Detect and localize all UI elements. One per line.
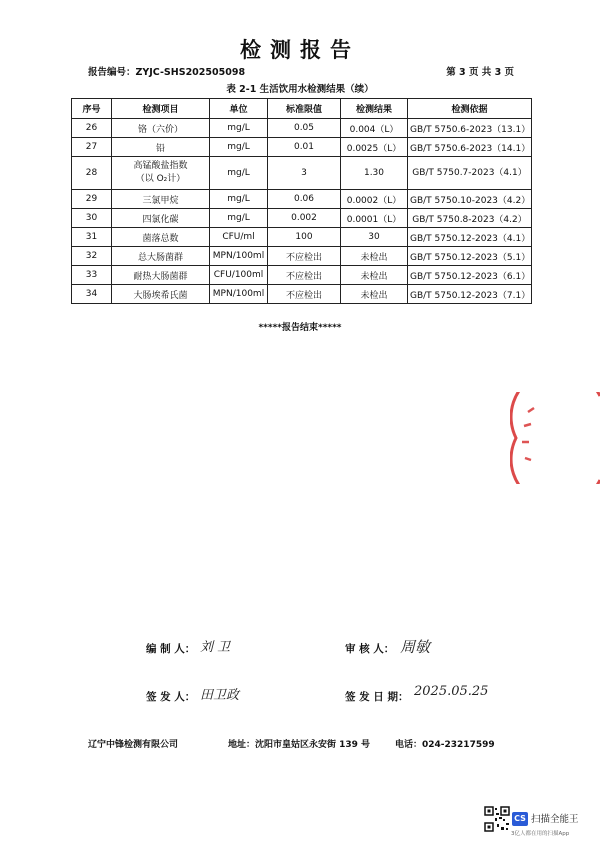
cell-unit: CFU/ml: [210, 228, 268, 247]
cell-item: [112, 157, 210, 190]
table-row: [72, 190, 532, 209]
qr-code-icon: [484, 806, 510, 832]
cell-limit: 3: [268, 157, 341, 190]
issue-date-label: 签 发 日 期：: [345, 691, 409, 703]
cell-limit: 0.05: [268, 119, 341, 138]
cell-no: 29: [72, 190, 112, 209]
scanner-app-name: 扫描全能王: [531, 814, 579, 825]
cell-no: 32: [72, 247, 112, 266]
cell-item-line1: 高锰酸盐指数: [133, 161, 188, 171]
col-header-no: 序号: [72, 99, 112, 119]
cell-unit: MPN/100ml: [210, 247, 268, 266]
results-table: [71, 98, 532, 304]
table-row: [72, 138, 532, 157]
cell-basis: GB/T 5750.8-2023（4.2）: [408, 209, 532, 228]
cell-result: 未检出: [341, 247, 408, 266]
compiler-signature: 刘 卫: [200, 640, 231, 655]
reviewer-label: 审 核 人：: [345, 643, 395, 655]
cell-limit: 不应检出: [268, 247, 341, 266]
company-address: 地址：沈阳市皇姑区永安街 139 号: [228, 740, 371, 750]
cell-result: 0.0002（L）: [341, 190, 408, 209]
cell-no: 33: [72, 266, 112, 285]
cell-unit: mg/L: [210, 138, 268, 157]
company-name: 辽宁中锋检测有限公司: [88, 740, 179, 750]
col-header-basis: 检测依据: [408, 99, 532, 119]
cell-basis: GB/T 5750.12-2023（6.1）: [408, 266, 532, 285]
cell-no: 27: [72, 138, 112, 157]
table-row: [72, 228, 532, 247]
cell-result: 0.0025（L）: [341, 138, 408, 157]
cell-item: 三氯甲烷: [112, 190, 210, 209]
col-header-result: 检测结果: [341, 99, 408, 119]
company-phone: 电话：024-23217599: [395, 740, 495, 750]
cell-item: 四氯化碳: [112, 209, 210, 228]
col-header-limit: 标准限值: [268, 99, 341, 119]
table-row: [72, 157, 532, 190]
cell-basis: GB/T 5750.12-2023（5.1）: [408, 247, 532, 266]
cell-no: 31: [72, 228, 112, 247]
cell-result: 未检出: [341, 266, 408, 285]
cell-basis: GB/T 5750.6-2023（13.1）: [408, 119, 532, 138]
cell-result: 0.0001（L）: [341, 209, 408, 228]
scanner-app-badge: CS: [512, 812, 528, 826]
cell-item: 铬（六价）: [112, 119, 210, 138]
cell-basis: GB/T 5750.12-2023（7.1）: [408, 285, 532, 304]
cell-item: 大肠埃希氏菌: [112, 285, 210, 304]
cell-result: 未检出: [341, 285, 408, 304]
table-row: [72, 285, 532, 304]
table-header-row: [72, 99, 532, 119]
table-row: [72, 209, 532, 228]
cell-item: 铅: [112, 138, 210, 157]
report-number: 报告编号：ZYJC-SHS202505098: [88, 67, 246, 78]
cell-limit: 不应检出: [268, 266, 341, 285]
table-caption: 表 2-1 生活饮用水检测结果（续）: [226, 84, 374, 95]
cell-item: 耐热大肠菌群: [112, 266, 210, 285]
cell-no: 26: [72, 119, 112, 138]
cell-unit: mg/L: [210, 119, 268, 138]
issuer-signature: 田卫政: [200, 688, 240, 703]
cell-basis: GB/T 5750.6-2023（14.1）: [408, 138, 532, 157]
cell-item: 菌落总数: [112, 228, 210, 247]
cell-result: 0.004（L）: [341, 119, 408, 138]
cell-basis: GB/T 5750.10-2023（4.2）: [408, 190, 532, 209]
cell-unit: CFU/100ml: [210, 266, 268, 285]
seal-stamp: [510, 392, 600, 484]
cell-no: 30: [72, 209, 112, 228]
issuer-label: 签 发 人：: [146, 691, 196, 703]
cell-limit: 0.06: [268, 190, 341, 209]
cell-unit: mg/L: [210, 209, 268, 228]
report-title: 检测报告: [240, 38, 360, 62]
cell-limit: 100: [268, 228, 341, 247]
issue-date-value: 2025.05.25: [414, 684, 489, 699]
cell-limit: 0.002: [268, 209, 341, 228]
table-row: [72, 247, 532, 266]
page-info: 第 3 页 共 3 页: [446, 67, 514, 78]
cell-basis: GB/T 5750.7-2023（4.1）: [408, 157, 532, 190]
cell-limit: 0.01: [268, 138, 341, 157]
compiler-label: 编 制 人：: [146, 643, 196, 655]
cell-result: 30: [341, 228, 408, 247]
cell-item: 总大肠菌群: [112, 247, 210, 266]
cell-basis: GB/T 5750.12-2023（4.1）: [408, 228, 532, 247]
cell-no: 28: [72, 157, 112, 190]
cell-unit: mg/L: [210, 190, 268, 209]
report-end-mark: *****报告结束*****: [258, 323, 342, 333]
cell-result: 1.30: [341, 157, 408, 190]
cell-limit: 不应检出: [268, 285, 341, 304]
col-header-unit: 单位: [210, 99, 268, 119]
col-header-item: 检测项目: [112, 99, 210, 119]
cell-no: 34: [72, 285, 112, 304]
scanner-app-tagline: 3亿人都在用的扫描App: [511, 831, 570, 837]
cell-unit: mg/L: [210, 157, 268, 190]
reviewer-signature: 周敏: [400, 638, 431, 656]
cell-item-line2: （以 O₂计）: [135, 174, 186, 184]
table-row: [72, 266, 532, 285]
table-row: [72, 119, 532, 138]
cell-unit: MPN/100ml: [210, 285, 268, 304]
